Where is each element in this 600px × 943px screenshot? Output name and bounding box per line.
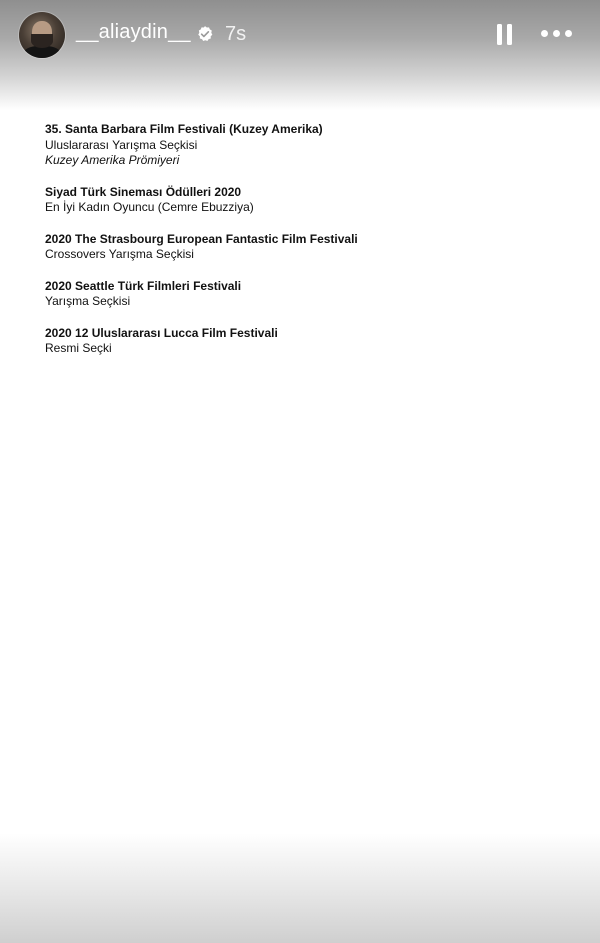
story-header <box>0 0 600 70</box>
time-ago: 7s <box>225 23 247 45</box>
festival-entry <box>45 326 565 357</box>
username[interactable]: __aliaydin__ <box>76 21 191 43</box>
festival-title: Siyad Türk Sineması Ödülleri 2020 <box>45 184 242 199</box>
verified-badge-icon <box>196 25 214 43</box>
festival-title: 2020 The Strasbourg European Fantastic Film Festivali <box>45 231 358 246</box>
pause-bar-right <box>507 24 512 45</box>
avatar-beard <box>31 34 53 48</box>
festival-selection: Uluslararası Yarışma Seçkisi <box>45 137 198 152</box>
avatar[interactable] <box>19 12 65 58</box>
festival-selection: Resmi Seçki <box>45 341 112 355</box>
festival-award: En İyi Kadın Oyuncu (Cemre Ebuzziya) <box>45 200 254 214</box>
festival-entry <box>45 279 565 310</box>
festival-premiere: Kuzey Amerika Prömiyeri <box>45 153 180 167</box>
festival-selection: Crossovers Yarışma Seçkisi <box>45 247 194 261</box>
more-dot <box>541 30 548 37</box>
pause-bar-left <box>497 24 502 45</box>
pause-icon[interactable] <box>497 24 513 45</box>
festival-entry <box>45 185 565 216</box>
more-options-icon[interactable] <box>541 30 573 38</box>
festival-list <box>45 122 565 373</box>
festival-entry <box>45 122 565 169</box>
festival-entry <box>45 232 565 263</box>
bottom-shade <box>0 833 600 943</box>
festival-title: 2020 12 Uluslararası Lucca Film Festivali <box>45 325 278 340</box>
festival-title: 35. Santa Barbara Film Festivali (Kuzey Amerika) <box>45 122 323 136</box>
more-dot <box>565 30 572 37</box>
festival-selection: Yarışma Seçkisi <box>45 294 131 308</box>
festival-title: 2020 Seattle Türk Filmleri Festivali <box>45 278 242 293</box>
more-dot <box>553 30 560 37</box>
